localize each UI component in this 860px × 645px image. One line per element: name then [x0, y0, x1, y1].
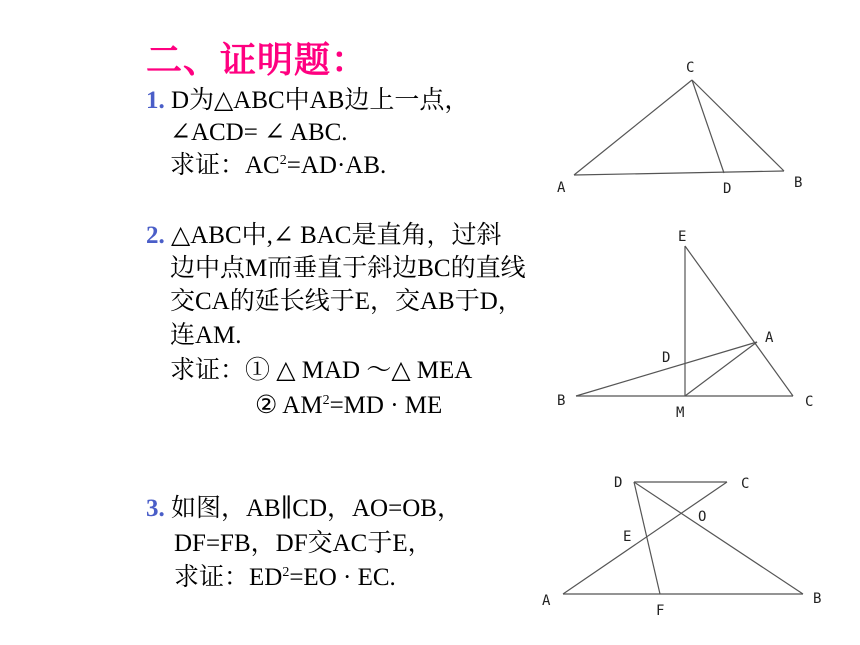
problem-3-text-1: 如图，AB∥CD，AO=OB， [164, 495, 462, 522]
problem-1-text-3a: 求证：AC [170, 152, 280, 179]
fig1-segment-ab [574, 171, 784, 175]
fig3-label-b: B [813, 591, 822, 607]
fig3-segment-df [634, 482, 660, 594]
fig1-segment-cd [692, 80, 724, 173]
figure-2-right-triangle [557, 229, 813, 421]
figure-1-triangle [557, 60, 802, 197]
fig3-label-f: F [656, 603, 665, 619]
fig2-label-c: C [805, 394, 814, 410]
fig1-label-c: C [686, 60, 695, 76]
problem-3-text-3a: 求证：ED [174, 564, 283, 591]
problem-2-line-3: 交CA的延长线于E，交AB于D， [170, 288, 523, 315]
problem-1-text-3b: =AD·AB. [286, 152, 387, 179]
problem-3-line-2: DF=FB，DF交AC于E， [174, 530, 433, 557]
fig2-label-b: B [557, 393, 566, 409]
fig3-label-o: O [698, 509, 707, 525]
figure-3-parallel-lines [542, 475, 821, 619]
problem-3-superscript: 2 [282, 565, 290, 580]
section-title: 二、证明题： [146, 40, 369, 80]
fig3-segment-db [634, 482, 803, 594]
fig2-segment-ma [685, 342, 757, 396]
fig2-label-d: D [662, 350, 671, 366]
fig1-label-d: D [723, 181, 732, 197]
fig2-segment-ec [685, 246, 793, 396]
problem-1-number: 1. [146, 87, 165, 114]
problem-3-number: 3. [146, 495, 165, 522]
problem-2-text-6b: =MD · ME [329, 392, 443, 419]
problem-1-line-2: ∠ACD= ∠ ABC. [170, 119, 348, 146]
fig3-label-c: C [741, 476, 750, 492]
problem-2-text-1: △ABC中,∠ BAC是直角，过斜 [164, 222, 502, 249]
fig3-label-e: E [623, 529, 632, 545]
problem-2-superscript: 2 [322, 393, 330, 408]
problem-2-line-2: 边中点M而垂直于斜边BC的直线 [170, 255, 526, 282]
fig1-segment-cb [692, 80, 784, 171]
fig3-label-d: D [614, 475, 623, 491]
fig3-label-a: A [542, 593, 551, 609]
problem-1-superscript: 2 [279, 153, 287, 168]
fig1-label-a: A [557, 180, 566, 196]
problem-2-number: 2. [146, 222, 165, 249]
fig2-label-m: M [676, 405, 685, 421]
fig1-segment-ac [574, 80, 692, 175]
fig1-label-b: B [794, 175, 803, 191]
problem-3-text-3b: =EO · EC. [289, 564, 396, 591]
fig3-segment-ac [563, 482, 727, 594]
problem-1-text-1: D为△ABC中AB边上一点， [164, 87, 470, 114]
fig2-label-e: E [678, 229, 687, 245]
problem-2-line-5: 求证：① △ MAD ～△ MEA [170, 357, 473, 384]
problem-2-text-6a: ② AM [255, 392, 323, 419]
problem-2-line-4: 连AM. [170, 322, 242, 349]
fig2-label-a: A [765, 330, 774, 346]
